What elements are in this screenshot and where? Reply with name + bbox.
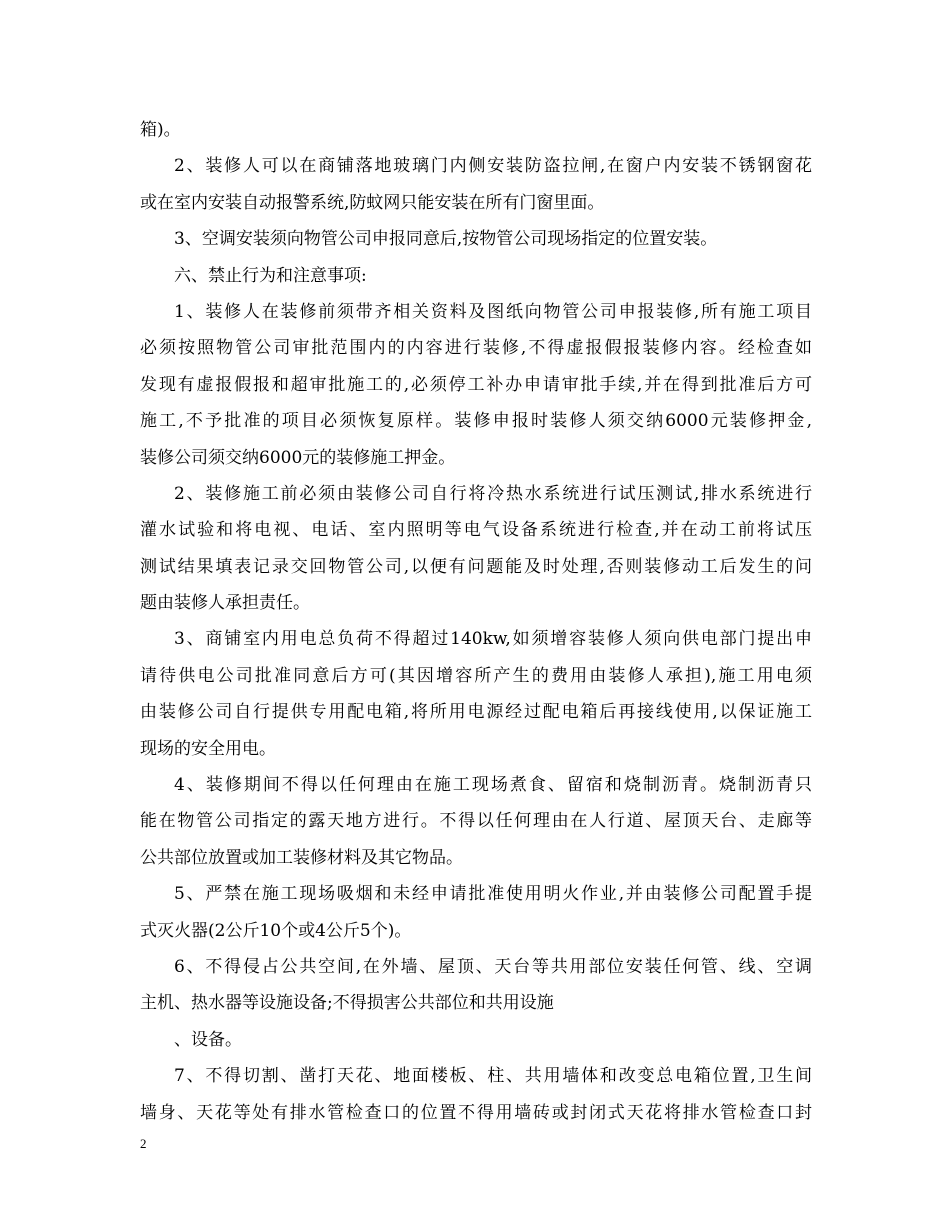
section-heading: 六、禁止行为和注意事项: bbox=[174, 265, 367, 286]
text-line-6: 1、装修人在装修前须带齐相关资料及图纸向物管公司申报装修,所有施工项目 bbox=[174, 301, 812, 322]
document-body bbox=[140, 112, 812, 1131]
text-line-14: 题由装修人承担责任。 bbox=[140, 593, 310, 614]
text-line-16: 请待供电公司批准同意后方可(其因增容所产生的费用由装修人承担),施工用电须 bbox=[140, 665, 812, 686]
text-line-13: 测试结果填表记录交回物管公司,以便有问题能及时处理,否则装修动工后发生的问 bbox=[140, 556, 812, 577]
text-line-11: 2、装修施工前必须由装修公司自行将冷热水系统进行试压测试,排水系统进行 bbox=[174, 483, 812, 504]
text-line-18: 现场的安全用电。 bbox=[140, 738, 276, 759]
text-line-27: 7、不得切割、凿打天花、地面楼板、柱、共用墙体和改变总电箱位置,卫生间 bbox=[174, 1066, 812, 1087]
page-number: 2 bbox=[140, 1136, 147, 1151]
text-line-4: 3、空调安装须向物管公司申报同意后,按物管公司现场指定的位置安装。 bbox=[174, 229, 718, 250]
text-line-25: 主机、热水器等设施设备;不得损害公共部位和共用设施 bbox=[140, 993, 554, 1014]
text-line-26: 、设备。 bbox=[174, 1029, 242, 1050]
text-line-24: 6、不得侵占公共空间,在外墙、屋顶、天台等共用部位安装任何管、线、空调 bbox=[174, 956, 812, 977]
text-line-23: 式灭火器(2公斤10个或4公斤5个)。 bbox=[140, 920, 412, 941]
text-line-19: 4、装修期间不得以任何理由在施工现场煮食、留宿和烧制沥青。烧制沥青只 bbox=[174, 775, 812, 796]
text-line-10: 装修公司须交纳6000元的装修施工押金。 bbox=[140, 447, 456, 468]
text-line-17: 由装修公司自行提供专用配电箱,将所用电源经过配电箱后再接线使用,以保证施工 bbox=[140, 702, 812, 723]
text-line-3: 或在室内安装自动报警系统,防蚊网只能安装在所有门窗里面。 bbox=[140, 192, 605, 213]
text-line-22: 5、严禁在施工现场吸烟和未经申请批准使用明火作业,并由装修公司配置手提 bbox=[174, 884, 812, 905]
text-line-8: 发现有虚报假报和超审批施工的,必须停工补办申请审批手续,并在得到批准后方可 bbox=[140, 374, 812, 395]
text-line-1: 箱)。 bbox=[140, 120, 181, 140]
text-line-20: 能在物管公司指定的露天地方进行。不得以任何理由在人行道、屋顶天台、走廊等 bbox=[140, 811, 812, 832]
text-line-21: 公共部位放置或加工装修材料及其它物品。 bbox=[140, 847, 463, 868]
text-line-15: 3、商铺室内用电总负荷不得超过140kw,如须增容装修人须向供电部门提出申 bbox=[174, 629, 812, 650]
text-line-12: 灌水试验和将电视、电话、室内照明等电气设备系统进行检查,并在动工前将试压 bbox=[140, 520, 812, 541]
text-line-7: 必须按照物管公司审批范围内的内容进行装修,不得虚报假报装修内容。经检查如 bbox=[140, 338, 812, 359]
text-line-2: 2、装修人可以在商铺落地玻璃门内侧安装防盗拉闸,在窗户内安装不锈钢窗花 bbox=[174, 156, 812, 177]
text-line-9: 施工,不予批准的项目必须恢复原样。装修申报时装修人须交纳6000元装修押金, bbox=[140, 411, 812, 432]
text-line-28: 墙身、天花等处有排水管检查口的位置不得用墙砖或封闭式天花将排水管检查口封 bbox=[140, 1102, 812, 1123]
